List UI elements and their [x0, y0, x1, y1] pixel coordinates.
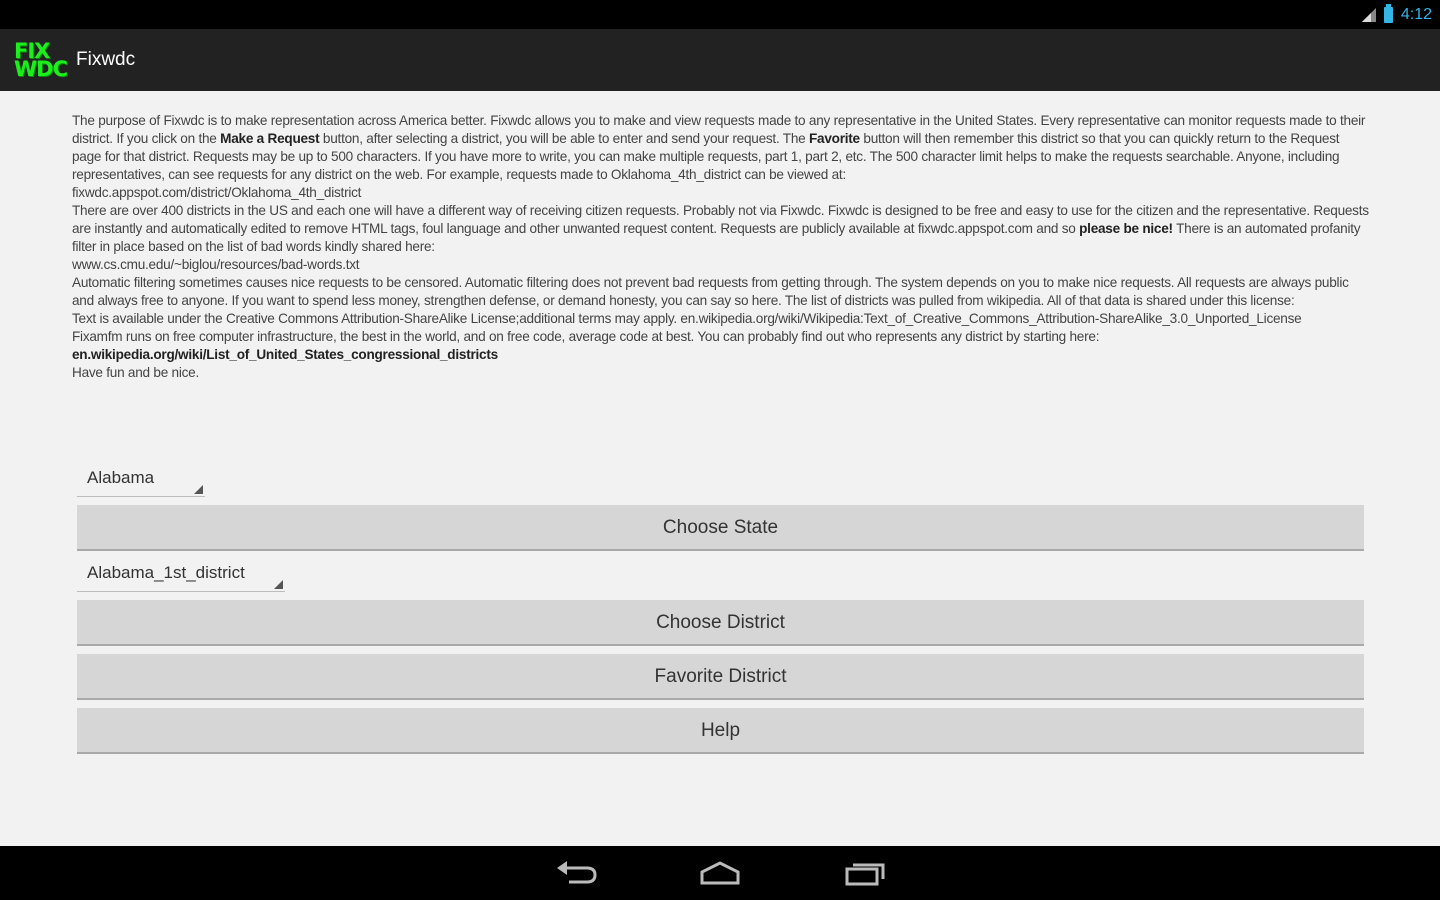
state-spinner[interactable]: [77, 463, 205, 497]
text-span: button will then remember this district so that you can quickly return to the Request page for that district. Requests may be up to 500 characters. If you have more to write, you can make multiple requests, part 1, part 2, etc. The 500 character limit helps to make the requests searchable. Anyone, including representatives, can see requests for any district on the web. For example, requests made to Oklahoma_4th_district can be viewed at:: [72, 131, 1340, 182]
bold-make-a-request: Make a Request: [220, 131, 320, 146]
logo-text-line2: WDC: [14, 57, 68, 81]
district-spinner[interactable]: [77, 558, 285, 592]
text-span: There is an automated profanity filter in place based on the list of bad words kindly shared here:: [72, 221, 1361, 254]
text-span: The purpose of Fixwdc is to make representation across America better. Fixwdc allows you to make and view requests made to any representative in the United States. Every representative can monitor requests made to their district. If you click on the: [72, 113, 1366, 146]
about-paragraph-5: Fixamfm runs on free computer infrastructure, the best in the world, and on free code, average code at best. You can probably find out who represents any district by starting here:: [72, 329, 1100, 344]
help-button[interactable]: Help: [77, 708, 1364, 752]
license-text: Text is available under the Creative Commons Attribution-ShareAlike License;additional terms may apply. en.wikipedia.org/wiki/Wikipedia:Text_of_Creative_Commons_Attribution-ShareAlike_3.0_Unported_License: [72, 311, 1302, 326]
bad-words-url: www.cs.cmu.edu/~biglou/resources/bad-words.txt: [72, 257, 360, 272]
closing-text: Have fun and be nice.: [72, 365, 200, 380]
clock: 4:12: [1400, 5, 1432, 23]
about-paragraph-3: Automatic filtering sometimes causes nice requests to be censored. Automatic filtering does not prevent bad requests from getting through. The system depends on you to make nice requests. All requests are always public and always free to anyone. If you want to spend less money, strengthen defense, or demand honesty, you can say so here. The list of districts was pulled from wikipedia. All of that data is shared under this license:: [72, 275, 1349, 308]
home-icon[interactable]: [698, 860, 742, 886]
text-span: button, after selecting a district, you will be able to enter and send your request. The: [319, 131, 809, 146]
battery-icon: [1384, 7, 1393, 23]
example-district-url: fixwdc.appspot.com/district/Oklahoma_4th_district: [72, 185, 362, 200]
state-spinner-value: Alabama: [87, 468, 155, 487]
navigation-bar: [0, 846, 1440, 900]
about-paragraph-1: [72, 112, 1372, 184]
about-paragraph-2: [72, 202, 1372, 256]
favorite-district-button[interactable]: Favorite District: [77, 654, 1364, 698]
spinner-arrow-icon: [194, 485, 203, 494]
logo-text-line1: FIX: [14, 39, 50, 63]
back-icon[interactable]: [555, 860, 599, 886]
choose-state-button[interactable]: Choose State: [77, 505, 1364, 549]
action-bar: [0, 29, 1440, 91]
app-title: Fixwdc: [76, 49, 136, 70]
signal-icon: [1360, 7, 1378, 23]
district-spinner-value: Alabama_1st_district: [87, 563, 245, 582]
text-span: There are over 400 districts in the US and each one will have a different way of receiving citizen requests. Probably not via Fixwdc. Fixwdc is designed to be free and easy to use for the citizen and the representative. Requests are instantly and automatically edited to remove HTML tags, foul language and other unwanted request content. Requests are publicly available at fixwdc.appspot.com and so: [72, 203, 1369, 236]
choose-district-button[interactable]: Choose District: [77, 600, 1364, 644]
recent-apps-icon[interactable]: [844, 860, 888, 886]
spinner-arrow-icon: [274, 580, 283, 589]
bold-favorite: Favorite: [808, 131, 860, 146]
bold-please-be-nice: please be nice!: [1079, 221, 1173, 236]
app-logo[interactable]: [14, 40, 70, 80]
districts-list-url: [72, 346, 1372, 364]
status-bar: [0, 0, 1440, 29]
about-text: [72, 112, 1372, 382]
bold-districts-url: en.wikipedia.org/wiki/List_of_United_States_congressional_districts: [72, 347, 498, 362]
main-content: [0, 91, 1440, 846]
